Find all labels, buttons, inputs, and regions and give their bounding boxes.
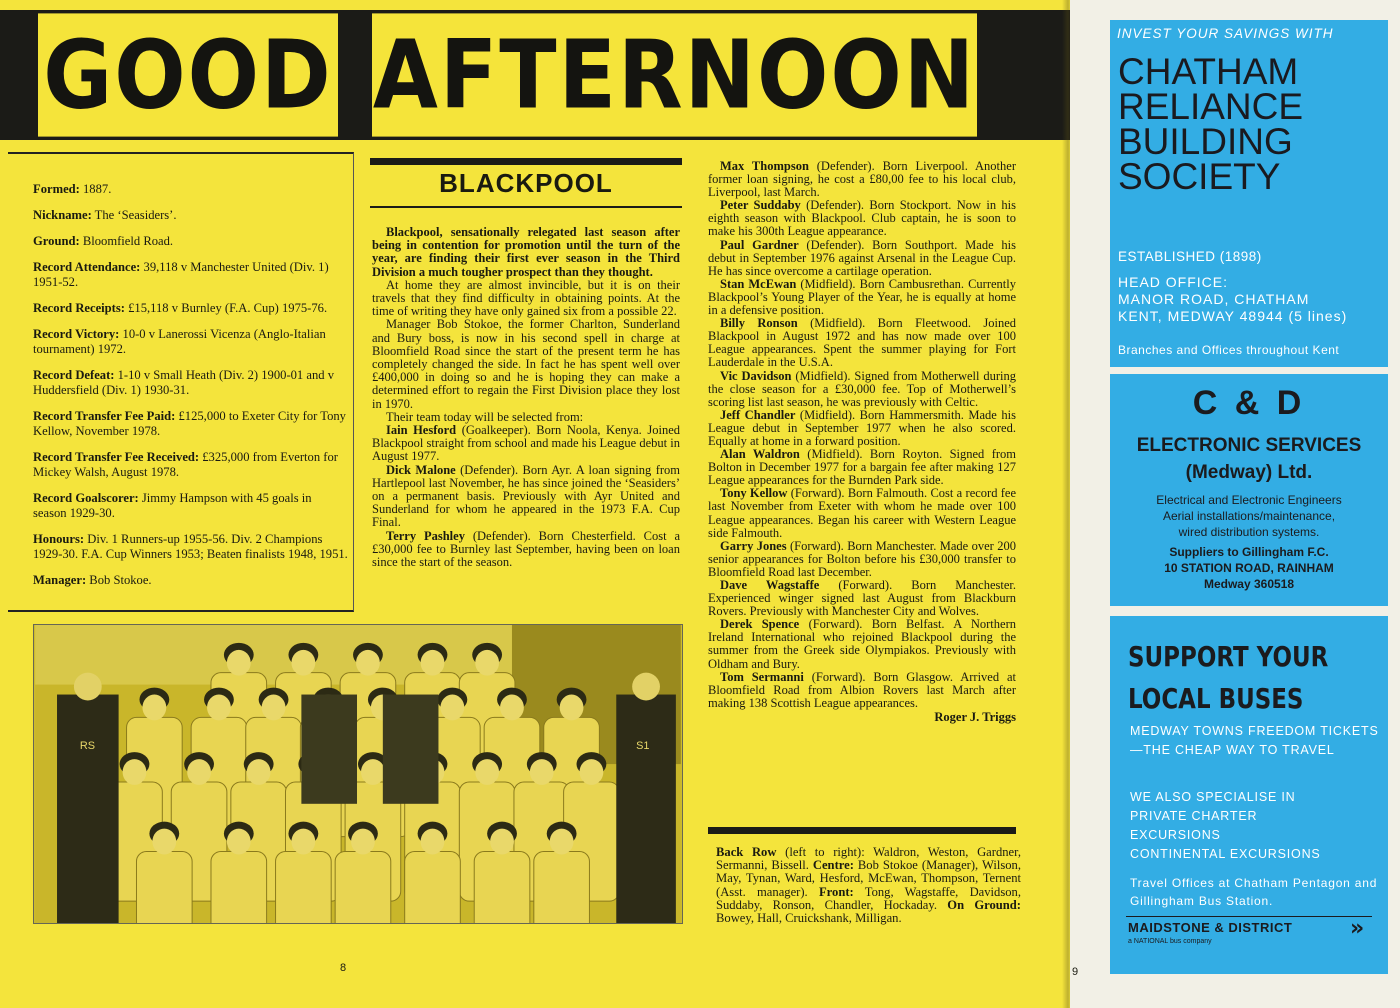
club-paragraph: Manager Bob Stokoe, the former Charlton, Sunderland and Bury boss, is now in his second spell in charge at Bloomfield Road since the start of the present term he has completely changed the side. In fact he has spent well over £400,000 in doing so and he is hoping they can make a determined effort to regain the First Division place they lost in 1970. bbox=[372, 317, 680, 411]
club-fact-value: £125,000 to Exeter City for Tony Kellow, November 1978. bbox=[33, 409, 346, 438]
cd-addr-line: Suppliers to Gillingham F.C. bbox=[1169, 545, 1329, 559]
club-facts-box bbox=[8, 152, 354, 612]
caption-label: Back Row bbox=[716, 845, 777, 859]
player-name: Tom Sermanni bbox=[720, 669, 804, 684]
player-bio: (Defender). Born Southport. Made his debut in September 1976 against Arsenal in the League Cup. He has since overcome a cartilage operation. bbox=[708, 237, 1016, 278]
player-entry bbox=[708, 317, 1016, 369]
player-entry bbox=[708, 487, 1016, 539]
player-entry bbox=[708, 239, 1016, 278]
maidstone-district-logo: MAIDSTONE & DISTRICT bbox=[1128, 920, 1293, 935]
club-fact-value: Bob Stokoe. bbox=[86, 573, 152, 587]
local-buses-ad bbox=[1110, 616, 1388, 974]
caption-label: Front: bbox=[818, 884, 854, 899]
team-photo-image bbox=[34, 625, 682, 923]
player-bio: (Midfield). Born Hammersmith. Made his League debut in September 1977 when he also scored. Equally at home in a forward position. bbox=[708, 407, 1016, 448]
buses-special-line: PRIVATE CHARTER bbox=[1130, 809, 1258, 823]
player-entry bbox=[708, 370, 1016, 409]
player-name: Tony Kellow bbox=[720, 486, 788, 501]
player-name: Jeff Chandler bbox=[720, 407, 796, 422]
chatham-head-line: CHATHAM bbox=[1118, 51, 1299, 92]
page-number-left: 8 bbox=[340, 962, 347, 974]
player-entry bbox=[708, 671, 1016, 710]
club-fact-value: The ‘Seasiders’. bbox=[91, 208, 177, 222]
banner-word-good: GOOD bbox=[38, 13, 338, 136]
buses-special-line: CONTINENTAL EXCURSIONS bbox=[1130, 847, 1321, 861]
club-fact-label: Record Transfer Fee Received: bbox=[33, 450, 200, 464]
club-fact-value: Bloomfield Road. bbox=[79, 234, 174, 248]
club-title: BLACKPOOL bbox=[439, 168, 613, 198]
club-fact-label: Honours: bbox=[33, 532, 85, 546]
chatham-office-line: MANOR ROAD, CHATHAM bbox=[1118, 291, 1310, 307]
chatham-head-line: SOCIETY bbox=[1118, 156, 1281, 197]
cd-desc-line: wired distribution systems. bbox=[1178, 525, 1320, 539]
chatham-office-line: KENT, MEDWAY 48944 (5 lines) bbox=[1118, 308, 1348, 324]
player-name: Derek Spence bbox=[720, 617, 800, 632]
club-fact bbox=[33, 409, 348, 439]
badge-rs: RS bbox=[79, 740, 96, 753]
club-fact bbox=[33, 327, 348, 357]
manager-figure bbox=[57, 695, 119, 923]
cd-company-name bbox=[1110, 432, 1388, 486]
club-fact-label: Record Defeat: bbox=[33, 368, 115, 382]
club-fact-value: Div. 1 Runners-up 1955-56. Div. 2 Champions 1929-30. F.A. Cup Winners 1953; Beaten finalists 1948, 1951. bbox=[33, 532, 348, 561]
chatham-head-line: BUILDING bbox=[1118, 121, 1293, 162]
club-fact-label: Record Victory: bbox=[33, 327, 120, 341]
caption-text: Bob Stokoe (Manager), Wilson, May, Tynan, Ward, Hesford, McEwan, Thompson, Ternent (Asst. manager). bbox=[716, 858, 1021, 899]
player-bio: (Defender). Born Liverpool. Another former loan signing, he cost a £80,00 fee to his local club, Liverpool, last March. bbox=[708, 159, 1016, 200]
player-entry bbox=[708, 448, 1016, 487]
player-name: Dick Malone bbox=[386, 462, 456, 477]
club-fact-value: £15,118 v Burnley (F.A. Cup) 1975-76. bbox=[124, 301, 328, 315]
club-article bbox=[372, 226, 680, 569]
badge-s1: S1 bbox=[636, 740, 650, 753]
club-intro: Blackpool, sensationally relegated last season after being in contention for promotion until the turn of the year, are finding their first ever season in the Third Division a much tougher prospect than they thought. bbox=[372, 225, 680, 279]
goalkeeper-figure bbox=[383, 695, 439, 804]
player-entry bbox=[708, 618, 1016, 670]
club-paragraph: At home they are almost invincible, but it is on their travels that they find difficulty in obtaining points. At the time of writing they have only gained six from a possible 22. bbox=[372, 277, 680, 319]
buses-specialise bbox=[1130, 788, 1380, 864]
caption-label: Centre: bbox=[812, 858, 854, 873]
cd-name-line: (Medway) Ltd. bbox=[1185, 462, 1313, 483]
cd-desc-line: Electrical and Electronic Engineers bbox=[1156, 493, 1342, 507]
club-fact bbox=[33, 234, 348, 249]
player-name: Alan Waldron bbox=[720, 447, 800, 462]
player-entry bbox=[708, 278, 1016, 317]
banner bbox=[0, 10, 1070, 140]
player-entry bbox=[708, 199, 1016, 238]
player-bio: (Forward). Born Falmouth. Cost a record fee last November from Exeter with whom he made over 100 League appearances. Began his career with Western League side Falmouth. bbox=[708, 486, 1017, 540]
buses-head-line: SUPPORT YOUR bbox=[1128, 640, 1329, 673]
cd-name-line: ELECTRONIC SERVICES bbox=[1136, 435, 1362, 456]
player-entry bbox=[708, 160, 1016, 199]
cd-addr-line: 10 STATION ROAD, RAINHAM bbox=[1164, 561, 1334, 575]
team-photo bbox=[33, 624, 683, 924]
cd-desc-line: Aerial installations/maintenance, bbox=[1162, 509, 1336, 523]
right-page bbox=[1070, 0, 1400, 1008]
player-name: Vic Davidson bbox=[720, 368, 792, 383]
photo-caption bbox=[716, 846, 1021, 925]
club-fact bbox=[33, 182, 348, 197]
club-fact bbox=[33, 301, 348, 316]
club-fact-label: Record Goalscorer: bbox=[33, 491, 139, 505]
buses-freedom-tickets: MEDWAY TOWNS FREEDOM TICKETS—THE CHEAP WAY TO TRAVEL bbox=[1130, 724, 1379, 757]
chatham-branches: Branches and Offices throughout Kent bbox=[1118, 343, 1340, 357]
chatham-established: ESTABLISHED (1898) bbox=[1118, 249, 1262, 264]
caption-text: Bowey, Hall, Cruickshank, Milligan. bbox=[716, 911, 902, 926]
player-entry bbox=[708, 409, 1016, 448]
player-bio: (Defender). Born Chesterfield. Cost a £30,000 fee to Burnley last September, having been on loan since the start of the season. bbox=[372, 528, 681, 570]
player-name: Stan McEwan bbox=[720, 276, 797, 291]
club-fact bbox=[33, 208, 348, 223]
player-name: Max Thompson bbox=[720, 159, 809, 173]
player-bio: (Defender). Born Stockport. Now in his eighth season with Blackpool. Club captain, he is soon to make his 300th League appearance. bbox=[708, 198, 1016, 239]
club-fact bbox=[33, 260, 348, 290]
cd-addr-line: Medway 360518 bbox=[1203, 577, 1295, 591]
buses-special-line: WE ALSO SPECIALISE IN bbox=[1130, 790, 1296, 804]
club-fact-value: 1887. bbox=[79, 182, 112, 196]
buses-special-line: EXCURSIONS bbox=[1130, 828, 1221, 842]
author-signoff: Roger J. Triggs bbox=[934, 709, 1016, 724]
caption-rule bbox=[708, 827, 1016, 834]
buses-headline bbox=[1128, 636, 1328, 720]
buses-rule bbox=[1126, 916, 1372, 917]
chatham-head-office bbox=[1118, 274, 1347, 325]
player-bio: (Midfield). Born Royton. Signed from Bolton in December 1977 for a bargain fee after making 127 League appearances for the Burnden Park side. bbox=[708, 447, 1016, 488]
club-fact-value: £325,000 from Everton for Mickey Walsh, August 1978. bbox=[33, 450, 338, 479]
player-entry bbox=[372, 464, 680, 530]
buses-head-line: LOCAL BUSES bbox=[1128, 682, 1304, 715]
cd-address bbox=[1110, 544, 1388, 592]
club-fact-label: Record Attendance: bbox=[33, 260, 141, 274]
assistant-figure bbox=[616, 695, 676, 923]
caption-text: (left to right): Waldron, Weston, Gardner, Sermanni, Bissell. bbox=[716, 845, 1021, 873]
player-bio: (Midfield). Born Cambusrethan. Currently Blackpool’s Young Player of the Year, he is equally at home in a defensive position. bbox=[708, 276, 1016, 318]
player-bio: (Forward). Born Belfast. A Northern Ireland International who rejoined Blackpool during the summer from the Greek side Olympiakos. Previously with Oldham and Bury. bbox=[708, 617, 1016, 671]
player-bio: (Midfield). Born Fleetwood. Joined Blackpool in August 1972 and has now made over 100 League appearances. Spent the summer playing for Fort Lauderdale in the U.S.A. bbox=[708, 316, 1016, 370]
club-fact-label: Record Receipts: bbox=[33, 301, 125, 315]
club-fact-value: 1-10 v Small Heath (Div. 2) 1900-01 and v Huddersfield (Div. 1) 1930-31. bbox=[33, 368, 335, 397]
player-name: Iain Hesford bbox=[386, 423, 457, 438]
club-fact-label: Record Transfer Fee Paid: bbox=[33, 409, 176, 423]
club-fact-label: Formed: bbox=[33, 182, 80, 196]
club-fact-value: Jimmy Hampson with 45 goals in season 1929-30. bbox=[33, 491, 312, 520]
player-name: Paul Gardner bbox=[720, 237, 799, 252]
cd-description bbox=[1110, 492, 1388, 540]
cd-logo: C & D bbox=[1192, 384, 1306, 422]
buses-travel-offices: Travel Offices at Chatham Pentagon and Gillingham Bus Station. bbox=[1130, 876, 1378, 908]
goalkeeper-figure bbox=[301, 695, 357, 804]
player-entry bbox=[708, 540, 1016, 579]
chatham-reliance-ad bbox=[1110, 20, 1388, 367]
player-bio: (Midfield). Signed from Motherwell during the close season for a £30,000 fee. Top of Motherwell’s scoring list last season, he was previously with Celtic. bbox=[708, 368, 1017, 409]
player-name: Dave Wagstaffe bbox=[720, 578, 820, 592]
club-fact-label: Nickname: bbox=[33, 208, 92, 222]
club-fact-label: Ground: bbox=[33, 234, 80, 248]
player-bio: (Forward). Born Glasgow. Arrived at Bloomfield Road from Albion Rovers last March after making 138 Scottish League appearances. bbox=[708, 669, 1016, 710]
player-entry bbox=[372, 530, 680, 570]
player-bio: (Forward). Born Manchester. Made over 200 senior appearances for Bolton before his £30,000 transfer to Bloomfield Road last December. bbox=[708, 538, 1016, 579]
double-chevron-icon: » bbox=[1350, 916, 1365, 941]
club-paragraph: Their team today will be selected from: bbox=[386, 409, 584, 424]
chatham-head-line: RELIANCE bbox=[1118, 86, 1304, 127]
player-name: Terry Pashley bbox=[386, 528, 465, 543]
chatham-office-line: HEAD OFFICE: bbox=[1118, 274, 1229, 290]
club-facts-list bbox=[33, 182, 348, 599]
club-fact bbox=[33, 532, 348, 562]
player-name: Garry Jones bbox=[720, 538, 787, 553]
banner-word-afternoon: AFTERNOON bbox=[372, 13, 977, 136]
caption-text: Tong, Wagstaffe, Davidson, Suddaby, Ronson, Chandler, Hockaday. bbox=[716, 884, 1021, 912]
national-bus-company-tag: a NATIONAL bus company bbox=[1128, 938, 1212, 945]
player-list-part-1 bbox=[372, 424, 680, 569]
player-bio: (Goalkeeper). Born Noola, Kenya. Joined Blackpool straight from school and made his League debut in August 1977. bbox=[372, 423, 680, 464]
club-fact-value: 39,118 v Manchester United (Div. 1) 1951-52. bbox=[33, 260, 329, 289]
club-fact bbox=[33, 450, 348, 480]
player-bio: (Forward). Born Manchester. Experienced winger signed last August from Blackburn Rovers. Previously with Manchester City and Wolves. bbox=[708, 578, 1017, 619]
club-fact bbox=[33, 573, 348, 588]
club-title-rule-bottom bbox=[370, 206, 682, 208]
club-fact bbox=[33, 491, 348, 521]
player-name: Peter Suddaby bbox=[720, 198, 801, 213]
chatham-headline bbox=[1118, 51, 1304, 197]
page-number-right: 9 bbox=[1072, 966, 1079, 978]
player-list-part-2 bbox=[708, 160, 1016, 724]
player-entry bbox=[708, 579, 1016, 618]
caption-label: On Ground: bbox=[947, 897, 1022, 912]
club-fact-value: 10-0 v Lanerossi Vicenza (Anglo-Italian tournament) 1972. bbox=[33, 327, 326, 356]
club-fact-label: Manager: bbox=[33, 573, 87, 587]
club-fact bbox=[33, 368, 348, 398]
cd-electronic-ad bbox=[1110, 374, 1388, 606]
player-bio: (Defender). Born Ayr. A loan signing from Hartlepool last November, he has since joined the ‘Seasiders’ on a permanent basis. Previously with Ayr United and Sunderland for whom he appeared in the 1973 F.A. Cup Final. bbox=[372, 462, 680, 530]
player-entry bbox=[372, 424, 680, 464]
chatham-tagline: INVEST YOUR SAVINGS WITH bbox=[1117, 26, 1334, 41]
club-title-rule-top bbox=[370, 158, 682, 165]
player-name: Billy Ronson bbox=[720, 316, 798, 331]
